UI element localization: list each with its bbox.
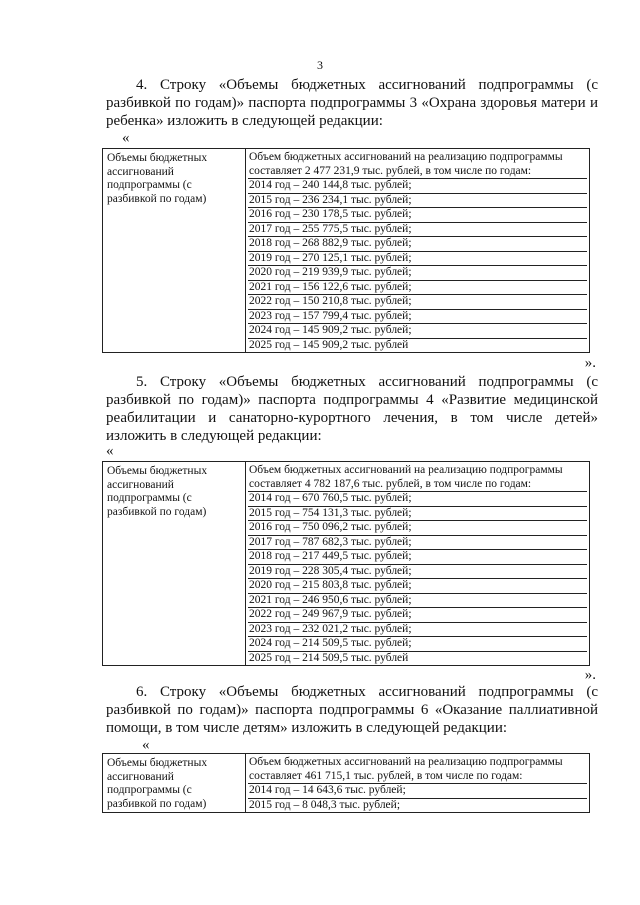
section-5-year-2025: 2025 год – 214 509,5 тыс. рублей <box>249 651 409 664</box>
section-5-year-2023: 2023 год – 232 021,2 тыс. рублей; <box>248 623 587 638</box>
page-number: 3 <box>317 58 323 72</box>
section-5-close-quote: ». <box>584 667 596 683</box>
section-4-year-2016: 2016 год – 230 178,5 тыс. рублей; <box>248 208 587 223</box>
section-5-year-2017: 2017 год – 787 682,3 тыс. рублей; <box>248 536 587 551</box>
section-4-table <box>102 148 590 353</box>
section-5-label-cell <box>103 462 246 666</box>
section-4-open-quote: « <box>122 130 130 146</box>
section-6-paragraph <box>106 683 598 737</box>
section-4-label: Объемы бюджетных ассигнований подпрограммы (с разбивкой по годам) <box>107 152 208 205</box>
section-5-table <box>102 461 590 666</box>
section-5-year-2020: 2020 год – 215 803,8 тыс. рублей; <box>248 579 587 594</box>
section-4-year-2024: 2024 год – 145 909,2 тыс. рублей; <box>248 324 587 339</box>
section-5-year-2021: 2021 год – 246 950,6 тыс. рублей; <box>248 594 587 609</box>
section-5-year-2015: 2015 год – 754 131,3 тыс. рублей; <box>248 507 587 522</box>
section-5-year-2022: 2022 год – 249 967,9 тыс. рублей; <box>248 608 587 623</box>
section-6-value-cell <box>246 754 590 813</box>
section-6-table <box>102 753 590 813</box>
section-6-text: 6. Строку «Объемы бюджетных ассигнований подпрограммы (с разбивкой по годам)» паспорта подпрограммы 6 «Оказание паллиативной помощи, в том числе детям» изложить в следующей редакции: <box>106 684 598 736</box>
section-6-intro: Объем бюджетных ассигнований на реализацию подпрограммы составляет 461 715,1 тыс. рублей, в том числе по годам: <box>248 756 587 784</box>
section-6-label: Объемы бюджетных ассигнований подпрограммы (с разбивкой по годам) <box>107 757 208 810</box>
section-5-paragraph <box>106 373 598 445</box>
section-4-paragraph <box>106 76 598 130</box>
section-4-year-2019: 2019 год – 270 125,1 тыс. рублей; <box>248 252 587 267</box>
section-6-label-cell <box>103 754 246 813</box>
section-4-year-2015: 2015 год – 236 234,1 тыс. рублей; <box>248 194 587 209</box>
section-4-year-2025: 2025 год – 145 909,2 тыс. рублей <box>249 338 409 351</box>
section-4-text: 4. Строку «Объемы бюджетных ассигнований подпрограммы (с разбивкой по годам)» паспорта подпрограммы 3 «Охрана здоровья матери и ребенка» изложить в следующей редакции: <box>106 77 598 129</box>
section-5-year-2016: 2016 год – 750 096,2 тыс. рублей; <box>248 521 587 536</box>
section-5-year-2014: 2014 год – 670 760,5 тыс. рублей; <box>248 492 587 507</box>
section-4-close-quote: ». <box>584 355 596 371</box>
section-4-year-2018: 2018 год – 268 882,9 тыс. рублей; <box>248 237 587 252</box>
section-5-open-quote: « <box>106 443 114 459</box>
section-5-label: Объемы бюджетных ассигнований подпрограммы (с разбивкой по годам) <box>107 465 208 518</box>
section-4-year-2014: 2014 год – 240 144,8 тыс. рублей; <box>248 179 587 194</box>
section-4-intro: Объем бюджетных ассигнований на реализацию подпрограммы составляет 2 477 231,9 тыс. рублей, в том числе по годам: <box>248 151 587 179</box>
section-4-year-2017: 2017 год – 255 775,5 тыс. рублей; <box>248 223 587 238</box>
section-5-year-2019: 2019 год – 228 305,4 тыс. рублей; <box>248 565 587 580</box>
section-6-year-2015: 2015 год – 8 048,3 тыс. рублей; <box>249 798 401 811</box>
section-4-year-2022: 2022 год – 150 210,8 тыс. рублей; <box>248 295 587 310</box>
section-5-intro: Объем бюджетных ассигнований на реализацию подпрограммы составляет 4 782 187,6 тыс. рублей, в том числе по годам: <box>248 464 587 492</box>
section-4-year-2020: 2020 год – 219 939,9 тыс. рублей; <box>248 266 587 281</box>
section-4-label-cell <box>103 149 246 353</box>
section-5-value-cell <box>246 462 590 666</box>
section-5-text: 5. Строку «Объемы бюджетных ассигнований подпрограммы (с разбивкой по годам)» паспорта подпрограммы 4 «Развитие медицинской реабилитации и санаторно-курортного лечения, в том числе детей» изложить в следующей редакции: <box>106 374 598 444</box>
section-6-year-2014: 2014 год – 14 643,6 тыс. рублей; <box>248 784 587 799</box>
section-4-year-2023: 2023 год – 157 799,4 тыс. рублей; <box>248 310 587 325</box>
section-6-open-quote: « <box>142 737 150 753</box>
section-4-year-2021: 2021 год – 156 122,6 тыс. рублей; <box>248 281 587 296</box>
section-5-year-2024: 2024 год – 214 509,5 тыс. рублей; <box>248 637 587 652</box>
section-4-value-cell <box>246 149 590 353</box>
section-5-year-2018: 2018 год – 217 449,5 тыс. рублей; <box>248 550 587 565</box>
